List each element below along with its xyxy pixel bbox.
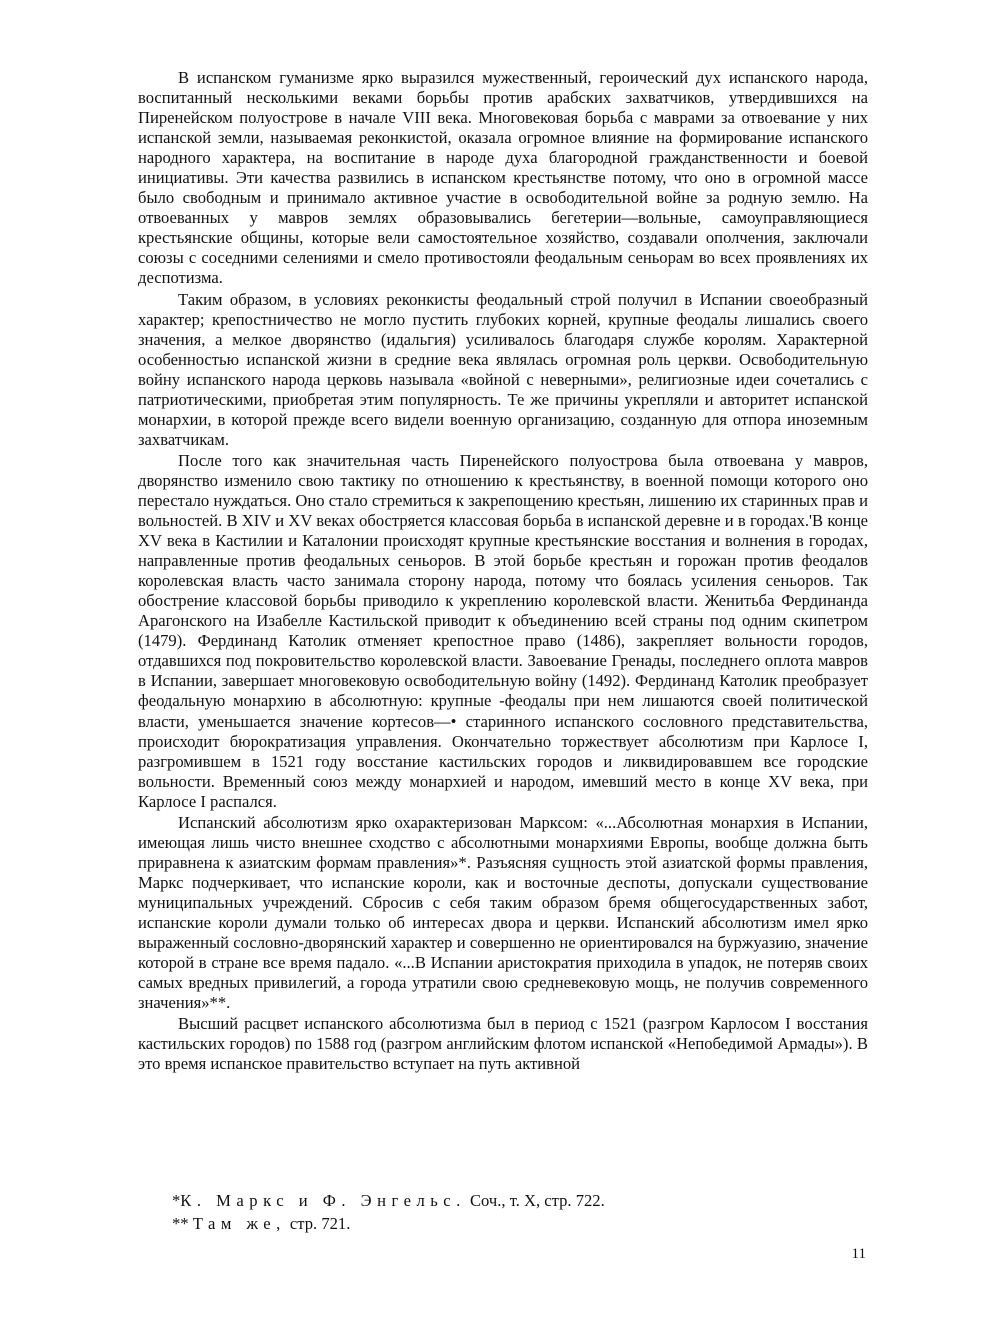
footnote-2	[172, 1212, 772, 1235]
paragraph-5: Высший расцвет испанского абсолютизма был в период с 1521 (разгром Карлосом I восстания кастильских городов) по 1588 год (разгром английским флотом испанской «Непобедимой Армады»). В это время испанское правительство вступает на путь активной	[138, 1014, 868, 1074]
footnote-author: К. Маркс и Ф. Энгельс.	[180, 1191, 466, 1210]
footnote-source: Соч., т. X, стр. 722.	[469, 1191, 605, 1210]
footnote-mark: **	[172, 1214, 189, 1233]
footnote-1	[172, 1189, 772, 1212]
paragraph-2: Таким образом, в условиях реконкисты феодальный строй получил в Испании своеобразный характер; крепостничество не могло пустить глубоких корней, крупные феодалы лишались своего значения, а мелкое дворянство (идальгия) усиливалось благодаря службе королям. Характерной особенностью испанской жизни в средние века являлась огромная роль церкви. Освободительную войну испанского народа церковь называла «войной с неверными», религиозные идеи сочетались с патриотическими, приобретая этим популярность. Те же причины укрепляли и авторитет испанской монархии, в которой прежде всего видели военную организацию, созданную для отпора иноземным захватчикам.	[138, 289, 868, 449]
paragraph-4: Испанский абсолютизм ярко охарактеризован Марксом: «...Абсолютная монархия в Испании, имеющая лишь чисто внешнее сходство с абсолютными монархиями Европы, вообще должна быть приравнена к азиатским формам правления»*. Разъясняя сущность этой азиатской формы правления, Маркс подчеркивает, что испанские короли, как и восточные деспоты, допускали существование муниципальных учреждений. Сбросив с себя таким образом бремя общегосударственных забот, испанские короли думали только об интересах двора и церкви. Испанский абсолютизм имел ярко выраженный сословно-дворянский характер и совершенно не ориентировался на буржуазию, значение которой в стране все время падало. «...В Испании аристократия приходила в упадок, не потеряв своих самых вредных привилегий, а города утратили свою средневековую мощь, не получив современного значения»**.	[138, 812, 868, 1013]
page-number: 11	[851, 1246, 866, 1262]
paragraph-1: В испанском гуманизме ярко выразился мужественный, героический дух испанского народа, воспитанный несколькими веками борьбы против арабских захватчиков, утвердившихся на Пиренейском полуострове в начале VIII века. Многовековая борьба с маврами за отвоевание у них испанской земли, называемая реконкистой, оказала огромное влияние на формирование испанского народного характера, на воспитание в народе духа благородной гражданственности и боевой инициативы. Эти качества развились в испанском крестьянстве потому, что оно в огромной массе было свободным и принимало активное участие в освободительной войне за родную землю. На отвоеванных у мавров землях образовывались бегетерии—вольные, самоуправляющиеся крестьянские общины, которые вели самостоятельное хозяйство, создавали ополчения, заключали союзы с соседними селениями и смело противостояли феодальным сеньорам во всех проявлениях их деспотизма.	[138, 68, 868, 288]
footnotes	[172, 1189, 772, 1235]
footnote-source: стр. 721.	[289, 1214, 351, 1233]
paragraph-3: После того как значительная часть Пиренейского полуострова была отвоевана у мавров, дворянство изменило свою тактику по отношению к крестьянству, в военной помощи которого оно перестало нуждаться. Оно стало стремиться к закрепощению крестьян, лишению их старинных прав и вольностей. В XIV и XV веках обостряется классовая борьба в испанской деревне и в городах.'В конце XV века в Кастилии и Каталонии происходят крупные крестьянские восстания и волнения в городах, направленные против феодальных сеньоров. В этой борьбе крестьян и горожан против феодалов королевская власть часто занимала сторону народа, потому что боялась усиления сеньоров. Так обострение классовой борьбы приводило к укреплению королевской власти. Женитьба Фердинанда Арагонского на Изабелле Кастильской приводит к объединению всей страны под одним скипетром (1479). Фердинанд Католик отменяет крепостное право (1486), закрепляет вольности городов, отдавшихся под покровительство королевской власти. Завоевание Гренады, последнего оплота мавров в Испании, завершает многовековую освободительную войну (1492). Фердинанд Католик преобразует феодальную монархию в абсолютную: крупные -феодалы при нем лишаются своей политической власти, уменьшается значение кортесов—• старинного испанского сословного представительства, происходит бюрократизация управления. Окончательно торжествует абсолютизм при Карлосе I, разгромившем в 1521 году восстание кастильских городов и ликвидировавшем все городские вольности. Временный союз между монархией и народом, имевший место в конце XV века, при Карлосе I распался.	[138, 450, 868, 811]
page-body	[138, 68, 868, 1074]
footnote-mark: *	[172, 1191, 181, 1210]
footnote-author: Там же,	[192, 1214, 286, 1233]
